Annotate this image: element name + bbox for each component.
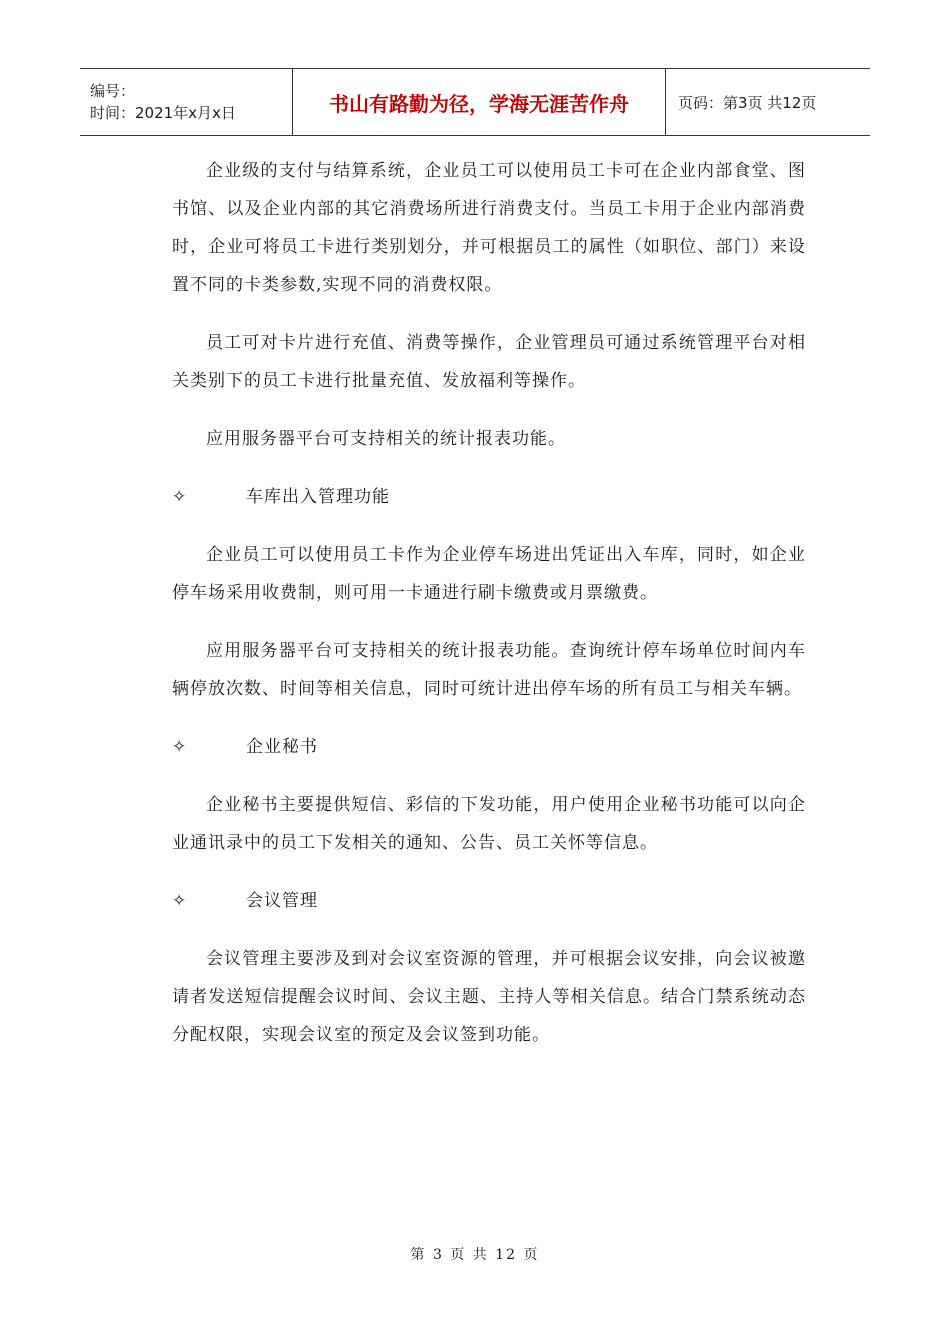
diamond-bullet-icon: ✧ xyxy=(172,487,188,507)
page-footer: 第 3 页 共 12 页 xyxy=(410,1247,540,1263)
paragraph-meeting: 会议管理主要涉及到对会议室资源的管理，并可根据会议安排，向会议被邀请者发送短信提醒会议时间、会议主题、主持人等相关信息。结合门禁系统动态分配权限，实现会议室的预定及会议签到功能。 xyxy=(172,949,806,1045)
paragraph-parking: 企业员工可以使用员工卡作为企业停车场进出凭证出入车库，同时，如企业停车场采用收费制，则可用一卡通进行刷卡缴费或月票缴费。 xyxy=(172,545,806,603)
paragraph-payment: 企业级的支付与结算系统，企业员工可以使用员工卡可在企业内部食堂、图书馆、以及企业内部的其它消费场所进行消费支付。当员工卡用于企业内部消费时，企业可将员工卡进行类别划分，并可根据员工的属性（如职位、部门）来设置不同的卡类参数,实现不同的消费权限。 xyxy=(172,161,806,295)
section-heading-text: 企业秘书 xyxy=(246,737,318,757)
header-motto: 书山有路勤为径，学海无涯苦作舟 xyxy=(293,69,666,136)
diamond-bullet-icon: ✧ xyxy=(172,891,188,911)
section-heading-text: 车库出入管理功能 xyxy=(246,487,390,507)
paragraph-report-1: 应用服务器平台可支持相关的统计报表功能。 xyxy=(206,429,566,449)
section-heading-secretary xyxy=(172,728,806,766)
document-number-label: 编号： xyxy=(90,82,136,100)
section-heading-meeting xyxy=(172,882,806,920)
section-heading-garage xyxy=(172,478,806,516)
header-meta xyxy=(80,69,293,136)
header-page-info: 页码：第3页 共12页 xyxy=(666,69,871,136)
diamond-bullet-icon: ✧ xyxy=(172,737,188,757)
document-body xyxy=(172,152,806,1074)
section-heading-text: 会议管理 xyxy=(246,891,318,911)
page-header xyxy=(80,68,870,136)
paragraph-recharge: 员工可对卡片进行充值、消费等操作，企业管理员可通过系统管理平台对相关类别下的员工卡进行批量充值、发放福利等操作。 xyxy=(172,333,806,391)
paragraph-secretary: 企业秘书主要提供短信、彩信的下发功能，用户使用企业秘书功能可以向企业通讯录中的员工下发相关的通知、公告、员工关怀等信息。 xyxy=(172,795,806,853)
document-date: 时间：2021年x月x日 xyxy=(90,104,236,122)
paragraph-report-2: 应用服务器平台可支持相关的统计报表功能。查询统计停车场单位时间内车辆停放次数、时间等相关信息，同时可统计进出停车场的所有员工与相关车辆。 xyxy=(172,641,806,699)
